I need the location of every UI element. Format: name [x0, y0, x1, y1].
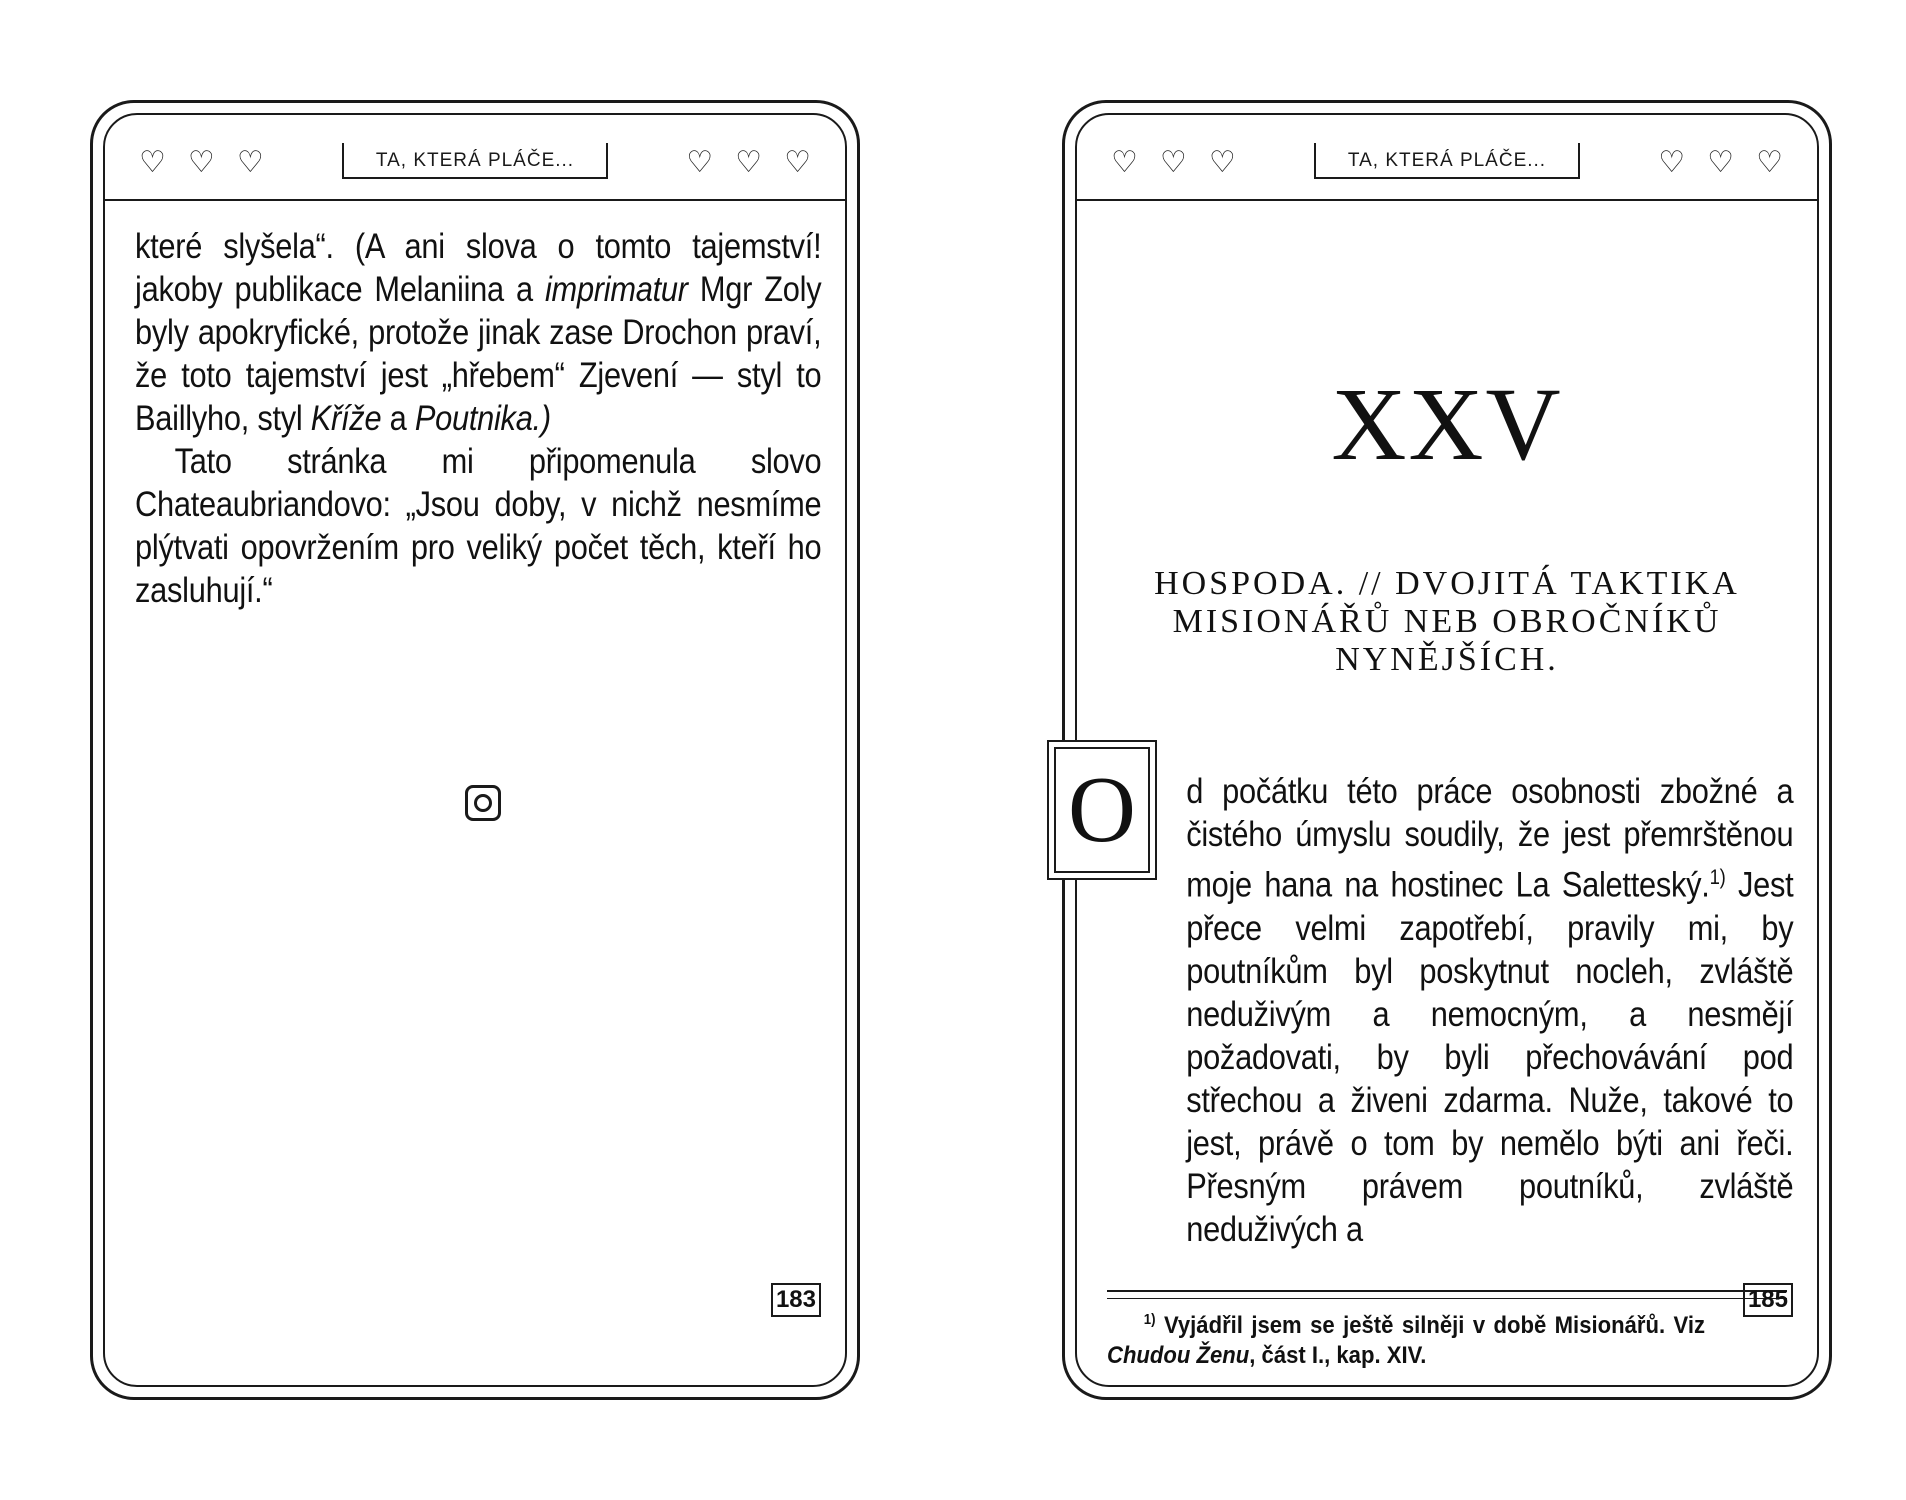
text-span: Mgr Zoly byly apokryfické, protože jinak zase Drochon praví, že toto tajemství jest „hřebem“ Zjevení — styl to Baillyho, styl: [135, 270, 822, 438]
footnote-marker: 1): [1143, 1312, 1156, 1328]
left-page-frame: [103, 113, 847, 1387]
page-number: 183: [771, 1283, 821, 1317]
text-span: a: [381, 399, 415, 438]
left-hearts-group: [139, 145, 264, 180]
running-head-title: TA, KTERÁ PLÁČE...: [342, 143, 608, 179]
running-head-title: TA, KTERÁ PLÁČE...: [1314, 143, 1580, 179]
right-page: [1062, 100, 1832, 1400]
text-span: Vyjádřil jsem se ještě silněji v době Misionářů. Viz: [1155, 1312, 1705, 1339]
heart-icon: ♡: [1707, 145, 1735, 180]
heart-icon: ♡: [139, 145, 166, 180]
italic-text: Chudou Ženu: [1107, 1342, 1250, 1369]
footnote-marker: 1): [1709, 866, 1726, 889]
heart-icon: ♡: [236, 145, 264, 180]
page-number: 185: [1743, 1283, 1793, 1317]
paragraph: Tato stránka mi připomenula slovo Chateaubriandovo: „Jsou doby, v nichž nesmíme plýtvati opovržením pro veliký počet těch, kteří ho zasluhují.“: [135, 442, 822, 610]
running-head-rule: [1077, 199, 1817, 201]
text-span: Jest přece velmi zapotřebí, pravily mi, by poutníkům byl poskytnut nocleh, zvláště neduživým a nemocným, a nesmějí požadovati, by byli přechovávání pod střechou a živeni zdarma. Nuže, takové to jest, právě o tom by nemělo býti ani řeči. Přesným právem poutníků, zvláště neduživých a: [1186, 865, 1794, 1249]
heart-icon: ♡: [735, 145, 763, 180]
right-hearts-group: [686, 145, 811, 180]
heart-icon: ♡: [1111, 145, 1138, 180]
paragraph: [1107, 770, 1793, 1251]
footnote-rule: [1107, 1290, 1787, 1292]
italic-text: Poutnika.): [414, 399, 551, 438]
footnote-text: [1107, 1305, 1705, 1371]
heart-icon: ♡: [686, 145, 714, 180]
circle-ornament-icon: [465, 785, 501, 821]
heart-icon: ♡: [1208, 145, 1236, 180]
left-running-head: [105, 115, 845, 199]
text-span: d počátku této práce osobnosti zbožné a čistého úmyslu soudily, že jest přemrštěnou moje hana na hostinec La Saletteský.: [1186, 772, 1794, 905]
right-body-text: [1107, 770, 1793, 1251]
text-span: , část I., kap. XIV.: [1249, 1342, 1427, 1369]
italic-text: Kříže: [310, 399, 382, 438]
left-page: [90, 100, 860, 1400]
heart-icon: ♡: [1756, 145, 1783, 180]
drop-cap-letter: O: [1054, 747, 1150, 873]
chapter-number: XXV: [1331, 367, 1563, 482]
right-page-frame: [1068, 113, 1819, 1387]
heart-icon: ♡: [784, 145, 811, 180]
paragraph: [135, 225, 821, 440]
footnote-rule: [1107, 1298, 1787, 1299]
heart-icon: ♡: [1159, 145, 1187, 180]
footnote: [1107, 1305, 1705, 1371]
running-head-rule: [105, 199, 845, 201]
italic-text: imprimatur: [544, 270, 688, 309]
right-running-head: [1077, 115, 1817, 199]
right-hearts-group: [1658, 145, 1783, 180]
left-body-text: [135, 225, 821, 612]
heart-icon: ♡: [1658, 145, 1686, 180]
heart-icon: ♡: [187, 145, 215, 180]
left-hearts-group: [1111, 145, 1236, 180]
text-span: které slyšela“. (A ani slova o tomto tajemství! jakoby publikace Melaniina a: [135, 227, 822, 309]
chapter-title: HOSPODA. // DVOJITÁ TAKTIKA MISIONÁŘŮ NEB OBROČNÍKŮ NYNĚJŠÍCH.: [1154, 565, 1740, 678]
